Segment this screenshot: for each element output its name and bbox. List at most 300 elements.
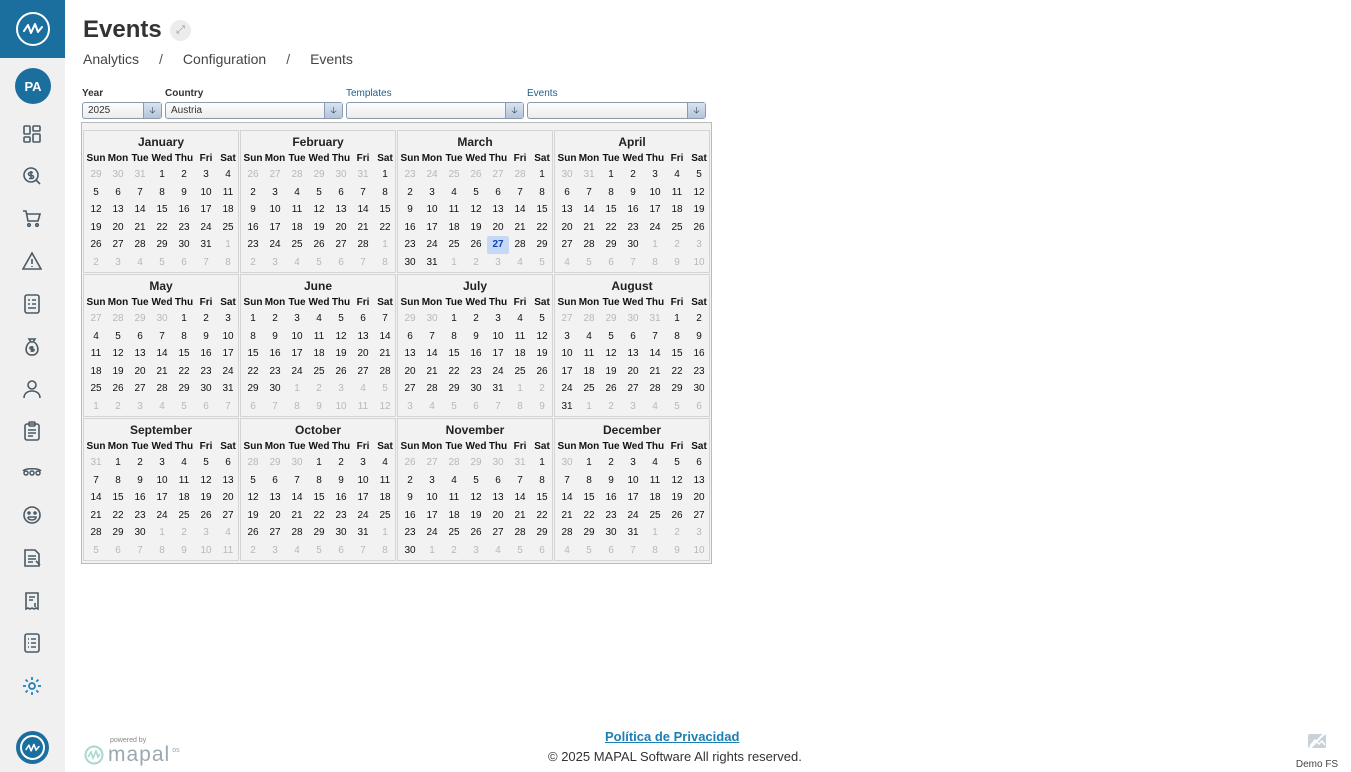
day-cell[interactable]: 13 — [134, 348, 146, 359]
day-cell[interactable]: 10 — [627, 474, 639, 486]
day-cell[interactable]: 26 — [247, 527, 259, 538]
day-cell[interactable]: 27 — [492, 527, 504, 538]
day-cell[interactable]: 4 — [652, 457, 658, 468]
day-cell[interactable]: 24 — [492, 365, 504, 377]
day-cell[interactable]: 8 — [316, 474, 322, 486]
adjacent-day-cell[interactable]: 1 — [652, 527, 658, 538]
day-cell[interactable]: 26 — [200, 509, 212, 521]
day-cell[interactable]: 8 — [608, 186, 614, 198]
adjacent-day-cell[interactable]: 28 — [514, 169, 526, 180]
adjacent-day-cell[interactable]: 12 — [379, 400, 391, 412]
day-cell[interactable]: 18 — [514, 348, 526, 359]
adjacent-day-cell[interactable]: 6 — [539, 544, 545, 556]
day-cell[interactable]: 5 — [696, 169, 702, 180]
day-cell[interactable]: 18 — [649, 492, 661, 503]
day-cell[interactable]: 27 — [134, 383, 146, 394]
day-cell[interactable]: 3 — [429, 474, 435, 486]
adjacent-day-cell[interactable]: 1 — [294, 383, 300, 394]
day-cell[interactable]: 6 — [407, 330, 413, 342]
day-cell[interactable]: 18 — [671, 204, 683, 215]
adjacent-day-cell[interactable]: 27 — [492, 169, 504, 180]
adjacent-day-cell[interactable]: 8 — [225, 256, 231, 268]
day-cell[interactable]: 11 — [448, 492, 460, 503]
day-cell[interactable]: 15 — [671, 348, 683, 359]
day-cell[interactable]: 19 — [693, 204, 705, 215]
events-label[interactable]: Events — [527, 88, 558, 99]
list-icon[interactable] — [20, 631, 44, 655]
adjacent-day-cell[interactable]: 2 — [674, 239, 680, 250]
adjacent-day-cell[interactable]: 5 — [674, 400, 680, 412]
adjacent-day-cell[interactable]: 2 — [316, 383, 322, 394]
day-cell[interactable]: 23 — [269, 365, 281, 377]
adjacent-day-cell[interactable]: 4 — [564, 256, 570, 268]
day-cell[interactable]: 19 — [112, 365, 124, 377]
people-icon[interactable] — [20, 461, 44, 485]
day-cell[interactable]: 17 — [156, 492, 168, 503]
day-cell[interactable]: 12 — [335, 330, 347, 342]
adjacent-day-cell[interactable]: 11 — [357, 400, 369, 412]
day-cell[interactable]: 27 — [269, 527, 281, 538]
day-cell[interactable]: 25 — [671, 221, 683, 233]
day-cell[interactable]: 13 — [112, 204, 124, 215]
adjacent-day-cell[interactable]: 25 — [448, 169, 460, 180]
adjacent-day-cell[interactable]: 30 — [156, 313, 168, 324]
adjacent-day-cell[interactable]: 31 — [90, 457, 102, 468]
day-cell[interactable]: 18 — [178, 492, 190, 503]
day-cell[interactable]: 14 — [426, 348, 438, 359]
adjacent-day-cell[interactable]: 9 — [316, 400, 322, 412]
day-cell[interactable]: 28 — [583, 239, 595, 250]
day-cell[interactable]: 22 — [379, 221, 391, 233]
day-cell[interactable]: 20 — [693, 492, 705, 503]
day-cell[interactable]: 11 — [313, 330, 325, 342]
day-cell[interactable]: 22 — [156, 221, 168, 233]
invoice-icon[interactable] — [20, 546, 44, 570]
day-cell[interactable]: 25 — [291, 239, 303, 250]
day-cell[interactable]: 22 — [448, 365, 460, 377]
day-cell[interactable]: 19 — [671, 492, 683, 503]
day-cell[interactable]: 5 — [674, 457, 680, 468]
day-cell[interactable]: 2 — [608, 457, 614, 468]
day-cell[interactable]: 11 — [90, 348, 102, 359]
dropdown-arrow-icon[interactable]: 🡣 — [324, 103, 342, 118]
day-cell[interactable]: 4 — [181, 457, 187, 468]
day-cell[interactable]: 2 — [203, 313, 209, 324]
adjacent-day-cell[interactable]: 5 — [93, 544, 99, 556]
money-bag-icon[interactable] — [20, 335, 44, 359]
adjacent-day-cell[interactable]: 6 — [203, 400, 209, 412]
day-cell[interactable]: 22 — [178, 365, 190, 377]
adjacent-day-cell[interactable]: 4 — [517, 256, 523, 268]
day-cell[interactable]: 21 — [357, 221, 369, 233]
adjacent-day-cell[interactable]: 23 — [404, 169, 416, 180]
day-cell[interactable]: 26 — [335, 365, 347, 377]
day-cell[interactable]: 9 — [473, 330, 479, 342]
day-cell[interactable]: 21 — [90, 509, 102, 521]
money-icon[interactable] — [20, 164, 44, 188]
day-cell[interactable]: 11 — [583, 348, 595, 359]
breadcrumb-analytics[interactable]: Analytics — [83, 51, 140, 67]
alert-icon[interactable] — [20, 249, 44, 273]
day-cell[interactable]: 8 — [451, 330, 457, 342]
day-cell[interactable]: 20 — [335, 221, 347, 233]
privacy-link[interactable]: Política de Privacidad — [605, 729, 740, 744]
day-cell[interactable]: 16 — [404, 221, 416, 233]
day-cell[interactable]: 6 — [696, 457, 702, 468]
day-cell[interactable]: 12 — [536, 330, 548, 342]
adjacent-day-cell[interactable]: 8 — [159, 544, 165, 556]
day-cell[interactable]: 18 — [448, 509, 460, 521]
adjacent-day-cell[interactable]: 4 — [495, 544, 501, 556]
adjacent-day-cell[interactable]: 5 — [159, 256, 165, 268]
day-cell[interactable]: 17 — [200, 204, 212, 215]
day-cell[interactable]: 1 — [451, 313, 457, 324]
day-cell[interactable]: 3 — [294, 313, 300, 324]
adjacent-day-cell[interactable]: 9 — [181, 544, 187, 556]
adjacent-day-cell[interactable]: 6 — [338, 544, 344, 556]
day-cell[interactable]: 14 — [379, 330, 391, 342]
day-cell[interactable]: 28 — [357, 239, 369, 250]
day-cell[interactable]: 9 — [137, 474, 143, 486]
day-cell[interactable]: 24 — [426, 527, 438, 538]
adjacent-day-cell[interactable]: 3 — [696, 527, 702, 538]
adjacent-day-cell[interactable]: 4 — [360, 383, 366, 394]
day-cell[interactable]: 16 — [134, 492, 146, 503]
day-cell[interactable]: 9 — [407, 492, 413, 503]
day-cell[interactable]: 17 — [627, 492, 639, 503]
adjacent-day-cell[interactable]: 3 — [338, 383, 344, 394]
adjacent-day-cell[interactable]: 29 — [269, 457, 281, 468]
breadcrumb-events[interactable]: Events — [310, 51, 353, 67]
day-cell[interactable]: 11 — [448, 204, 460, 215]
dropdown-arrow-icon[interactable]: 🡣 — [143, 103, 161, 118]
day-cell[interactable]: 23 — [200, 365, 212, 377]
day-cell[interactable]: 16 — [178, 204, 190, 215]
adjacent-day-cell[interactable]: 2 — [115, 400, 121, 412]
day-cell[interactable]: 12 — [200, 474, 212, 486]
day-cell[interactable]: 4 — [294, 186, 300, 198]
adjacent-day-cell[interactable]: 3 — [115, 256, 121, 268]
adjacent-day-cell[interactable]: 3 — [473, 544, 479, 556]
day-cell[interactable]: 20 — [492, 221, 504, 233]
day-cell[interactable]: 5 — [250, 474, 256, 486]
adjacent-day-cell[interactable]: 8 — [652, 256, 658, 268]
day-cell[interactable]: 13 — [269, 492, 281, 503]
day-cell[interactable]: 17 — [426, 509, 438, 521]
adjacent-day-cell[interactable]: 26 — [470, 169, 482, 180]
adjacent-day-cell[interactable]: 6 — [696, 400, 702, 412]
adjacent-day-cell[interactable]: 7 — [360, 544, 366, 556]
adjacent-day-cell[interactable]: 4 — [225, 527, 231, 538]
day-cell[interactable]: 18 — [583, 365, 595, 377]
adjacent-day-cell[interactable]: 30 — [112, 169, 124, 180]
day-cell[interactable]: 16 — [269, 348, 281, 359]
day-cell[interactable]: 17 — [649, 204, 661, 215]
day-cell[interactable]: 28 — [156, 383, 168, 394]
day-cell[interactable]: 21 — [514, 509, 526, 521]
day-cell[interactable]: 3 — [630, 457, 636, 468]
day-cell[interactable]: 10 — [222, 330, 234, 342]
adjacent-day-cell[interactable]: 8 — [652, 544, 658, 556]
adjacent-day-cell[interactable]: 28 — [448, 457, 460, 468]
adjacent-day-cell[interactable]: 4 — [159, 400, 165, 412]
day-cell[interactable]: 15 — [247, 348, 259, 359]
day-cell[interactable]: 14 — [649, 348, 661, 359]
day-cell[interactable]: 27 — [222, 509, 234, 521]
day-cell[interactable]: 5 — [115, 330, 121, 342]
day-cell[interactable]: 1 — [586, 457, 592, 468]
country-select[interactable] — [165, 102, 343, 119]
day-cell[interactable]: 31 — [200, 239, 212, 250]
day-cell[interactable]: 13 — [222, 474, 234, 486]
day-cell[interactable]: 8 — [382, 186, 388, 198]
day-cell[interactable]: 17 — [492, 348, 504, 359]
day-cell[interactable]: 25 — [90, 383, 102, 394]
day-cell[interactable]: 11 — [379, 474, 391, 486]
adjacent-day-cell[interactable]: 6 — [608, 544, 614, 556]
adjacent-day-cell[interactable]: 3 — [696, 239, 702, 250]
day-cell[interactable]: 31 — [492, 383, 504, 394]
adjacent-day-cell[interactable]: 31 — [514, 457, 526, 468]
day-cell[interactable]: 16 — [335, 492, 347, 503]
day-cell[interactable]: 3 — [203, 169, 209, 180]
day-cell[interactable]: 23 — [247, 239, 259, 250]
day-cell[interactable]: 23 — [605, 509, 617, 521]
day-cell[interactable]: 24 — [291, 365, 303, 377]
day-cell[interactable]: 4 — [93, 330, 99, 342]
adjacent-day-cell[interactable]: 10 — [693, 256, 705, 268]
adjacent-day-cell[interactable]: 30 — [627, 313, 639, 324]
day-cell[interactable]: 4 — [517, 313, 523, 324]
adjacent-day-cell[interactable]: 3 — [272, 256, 278, 268]
adjacent-day-cell[interactable]: 30 — [426, 313, 438, 324]
day-cell[interactable]: 26 — [671, 509, 683, 521]
day-cell[interactable]: 30 — [269, 383, 281, 394]
day-cell[interactable]: 6 — [272, 474, 278, 486]
day-cell[interactable]: 10 — [200, 186, 212, 198]
day-cell[interactable]: 10 — [426, 204, 438, 215]
adjacent-day-cell[interactable]: 27 — [561, 313, 573, 324]
day-cell[interactable]: 3 — [564, 330, 570, 342]
adjacent-day-cell[interactable]: 7 — [495, 400, 501, 412]
day-cell[interactable]: 20 — [357, 348, 369, 359]
adjacent-day-cell[interactable]: 3 — [272, 544, 278, 556]
adjacent-day-cell[interactable]: 1 — [159, 527, 165, 538]
day-cell[interactable]: 2 — [473, 313, 479, 324]
day-cell[interactable]: 1 — [250, 313, 256, 324]
day-cell[interactable]: 21 — [649, 365, 661, 377]
day-cell[interactable]: 3 — [652, 169, 658, 180]
day-cell[interactable]: 7 — [137, 186, 143, 198]
year-select[interactable] — [82, 102, 162, 119]
day-cell[interactable]: 5 — [93, 186, 99, 198]
day-cell[interactable]: 21 — [426, 365, 438, 377]
day-cell[interactable]: 21 — [134, 221, 146, 233]
day-cell[interactable]: 27 — [112, 239, 124, 250]
day-cell[interactable]: 7 — [159, 330, 165, 342]
day-cell[interactable]: 14 — [561, 492, 573, 503]
day-cell[interactable]: 1 — [539, 457, 545, 468]
day-cell[interactable]: 28 — [514, 239, 526, 250]
adjacent-day-cell[interactable]: 7 — [630, 256, 636, 268]
day-cell[interactable]: 9 — [407, 204, 413, 215]
day-cell[interactable]: 18 — [313, 348, 325, 359]
day-cell[interactable]: 14 — [514, 204, 526, 215]
day-cell[interactable]: 23 — [178, 221, 190, 233]
day-cell[interactable]: 27 — [357, 365, 369, 377]
day-cell[interactable]: 15 — [156, 204, 168, 215]
adjacent-day-cell[interactable]: 26 — [247, 169, 259, 180]
day-cell[interactable]: 6 — [630, 330, 636, 342]
day-cell[interactable]: 30 — [470, 383, 482, 394]
day-cell[interactable]: 20 — [112, 221, 124, 233]
day-cell[interactable]: 25 — [448, 527, 460, 538]
day-cell[interactable]: 1 — [539, 169, 545, 180]
day-cell[interactable]: 8 — [159, 186, 165, 198]
day-cell[interactable]: 24 — [222, 365, 234, 377]
adjacent-day-cell[interactable]: 2 — [250, 256, 256, 268]
receipt-icon[interactable] — [20, 589, 44, 613]
day-cell[interactable]: 6 — [137, 330, 143, 342]
day-cell[interactable]: 28 — [426, 383, 438, 394]
day-cell[interactable]: 24 — [561, 383, 573, 394]
day-cell[interactable]: 6 — [360, 313, 366, 324]
day-cell[interactable]: 13 — [627, 348, 639, 359]
adjacent-day-cell[interactable]: 28 — [291, 169, 303, 180]
adjacent-day-cell[interactable]: 5 — [539, 256, 545, 268]
day-cell[interactable]: 6 — [495, 186, 501, 198]
day-cell[interactable]: 18 — [379, 492, 391, 503]
day-cell[interactable]: 15 — [178, 348, 190, 359]
day-cell[interactable]: 26 — [112, 383, 124, 394]
day-cell[interactable]: 2 — [696, 313, 702, 324]
adjacent-day-cell[interactable]: 8 — [517, 400, 523, 412]
day-cell[interactable]: 25 — [583, 383, 595, 394]
day-cell[interactable]: 4 — [451, 474, 457, 486]
day-cell[interactable]: 23 — [134, 509, 146, 521]
day-cell[interactable]: 29 — [247, 383, 259, 394]
adjacent-day-cell[interactable]: 4 — [294, 256, 300, 268]
day-cell[interactable]: 28 — [291, 527, 303, 538]
day-cell[interactable]: 18 — [291, 221, 303, 233]
day-cell[interactable]: 18 — [448, 221, 460, 233]
day-cell[interactable]: 4 — [316, 313, 322, 324]
adjacent-day-cell[interactable]: 30 — [291, 457, 303, 468]
day-cell[interactable]: 5 — [473, 186, 479, 198]
day-cell[interactable]: 13 — [404, 348, 416, 359]
day-cell[interactable]: 5 — [608, 330, 614, 342]
day-cell[interactable]: 14 — [134, 204, 146, 215]
day-cell[interactable]: 5 — [203, 457, 209, 468]
adjacent-day-cell[interactable]: 3 — [203, 527, 209, 538]
day-cell[interactable]: 7 — [517, 474, 523, 486]
adjacent-day-cell[interactable]: 8 — [294, 400, 300, 412]
adjacent-day-cell[interactable]: 3 — [137, 400, 143, 412]
day-cell[interactable]: 7 — [586, 186, 592, 198]
day-cell[interactable]: 30 — [605, 527, 617, 538]
day-cell[interactable]: 17 — [426, 221, 438, 233]
adjacent-day-cell[interactable]: 29 — [134, 313, 146, 324]
adjacent-day-cell[interactable]: 10 — [200, 544, 212, 556]
day-cell[interactable]: 15 — [583, 492, 595, 503]
day-cell[interactable]: 23 — [693, 365, 705, 377]
day-cell[interactable]: 2 — [338, 457, 344, 468]
day-cell[interactable]: 21 — [514, 221, 526, 233]
day-cell[interactable]: 30 — [200, 383, 212, 394]
day-cell[interactable]: 15 — [313, 492, 325, 503]
day-cell[interactable]: 19 — [247, 509, 259, 521]
adjacent-day-cell[interactable]: 4 — [294, 544, 300, 556]
day-cell[interactable]: 27 — [693, 509, 705, 521]
day-cell[interactable]: 3 — [360, 457, 366, 468]
day-cell[interactable]: 25 — [649, 509, 661, 521]
day-cell[interactable]: 29 — [536, 239, 548, 250]
adjacent-day-cell[interactable]: 7 — [272, 400, 278, 412]
app-logo[interactable] — [0, 0, 65, 58]
dropdown-arrow-icon[interactable]: 🡣 — [505, 103, 523, 118]
day-cell[interactable]: 27 — [404, 383, 416, 394]
day-cell[interactable]: 24 — [426, 239, 438, 250]
day-cell[interactable]: 19 — [90, 221, 102, 233]
adjacent-day-cell[interactable]: 6 — [608, 256, 614, 268]
adjacent-day-cell[interactable]: 9 — [539, 400, 545, 412]
adjacent-day-cell[interactable]: 5 — [382, 383, 388, 394]
adjacent-day-cell[interactable]: 30 — [561, 457, 573, 468]
day-cell[interactable]: 30 — [404, 544, 416, 556]
day-cell[interactable]: 29 — [156, 239, 168, 250]
adjacent-day-cell[interactable]: 5 — [316, 256, 322, 268]
day-cell[interactable]: 3 — [225, 313, 231, 324]
templates-select[interactable] — [346, 102, 524, 119]
day-cell[interactable]: 21 — [156, 365, 168, 377]
day-cell[interactable]: 30 — [693, 383, 705, 394]
adjacent-day-cell[interactable]: 30 — [335, 169, 347, 180]
day-cell[interactable]: 26 — [90, 239, 102, 250]
day-cell[interactable]: 4 — [451, 186, 457, 198]
adjacent-day-cell[interactable]: 27 — [426, 457, 438, 468]
day-cell[interactable]: 22 — [247, 365, 259, 377]
day-cell[interactable]: 26 — [605, 383, 617, 394]
day-cell[interactable]: 14 — [90, 492, 102, 503]
adjacent-day-cell[interactable]: 2 — [539, 383, 545, 394]
day-cell[interactable]: 13 — [335, 204, 347, 215]
adjacent-day-cell[interactable]: 28 — [583, 313, 595, 324]
adjacent-day-cell[interactable]: 3 — [407, 400, 413, 412]
day-cell[interactable]: 23 — [404, 239, 416, 250]
day-cell[interactable]: 16 — [627, 204, 639, 215]
adjacent-day-cell[interactable]: 6 — [473, 400, 479, 412]
adjacent-day-cell[interactable]: 7 — [203, 256, 209, 268]
smile-icon[interactable] — [20, 503, 44, 527]
adjacent-day-cell[interactable]: 1 — [517, 383, 523, 394]
day-cell[interactable]: 11 — [514, 330, 526, 342]
day-cell[interactable]: 12 — [112, 348, 124, 359]
day-cell[interactable]: 11 — [671, 186, 683, 198]
day-cell[interactable]: 9 — [608, 474, 614, 486]
day-cell[interactable]: 12 — [470, 492, 482, 503]
day-cell[interactable]: 14 — [291, 492, 303, 503]
day-cell[interactable]: 11 — [291, 204, 303, 215]
day-cell[interactable]: 6 — [115, 186, 121, 198]
day-cell[interactable]: 13 — [492, 204, 504, 215]
day-cell[interactable]: 11 — [178, 474, 190, 486]
cart-icon[interactable] — [20, 206, 44, 230]
day-cell[interactable]: 20 — [269, 509, 281, 521]
day-cell[interactable]: 29 — [605, 239, 617, 250]
dashboard-icon[interactable] — [20, 122, 44, 146]
day-cell[interactable]: 6 — [564, 186, 570, 198]
day-cell[interactable]: 12 — [470, 204, 482, 215]
